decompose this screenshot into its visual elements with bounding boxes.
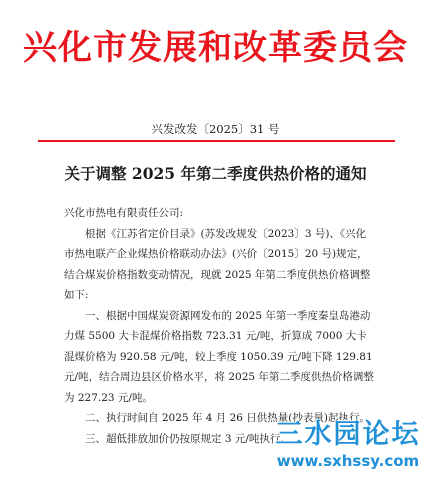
paragraph-item-2: 二、执行时间自 2025 年 4 月 26 日供热量(抄表量)起执行。 <box>85 412 370 424</box>
document-title: 关于调整 2025 年第二季度供热价格的通知 <box>64 164 367 183</box>
paragraph-item-1: 一、根据中国煤炭资源网发布的 2025 年第一季度秦皇岛港动力煤 5500 大卡混煤价格指数 723.31 元/吨，折算成 7000 大卡混煤价格为 920.58 元/吨，较上季度 1050.39 元/吨下降 129.81 元/吨，结合周边县区价格水平，将 2025 年第二季度供热价格调整为 227.23 元/吨。 <box>64 309 374 404</box>
organization-name: 兴化市发展和改革委员会 <box>23 28 408 68</box>
paragraph-item-3: 三、超低排放加价仍按原规定 3 元/吨执行。 <box>85 432 291 445</box>
forum-watermark <box>268 412 428 478</box>
watermark-title: 三水园论坛 <box>275 419 421 450</box>
document-number: 兴发改发〔2025〕31 号 <box>151 122 280 136</box>
paragraph-basis: 根据《江苏省定价目录》(苏发改规发〔2023〕3 号)、《兴化市热电联产企业煤热价格联动办法》(兴价〔2015〕20 号)规定，结合煤炭价格指数变动情况，现就 2025 年第二季度供热价格调整如下: <box>64 227 371 301</box>
header-divider <box>38 140 395 142</box>
addressee: 兴化市热电有限责任公司: <box>64 207 184 219</box>
watermark-url: www.sxhssy.com <box>276 452 420 470</box>
